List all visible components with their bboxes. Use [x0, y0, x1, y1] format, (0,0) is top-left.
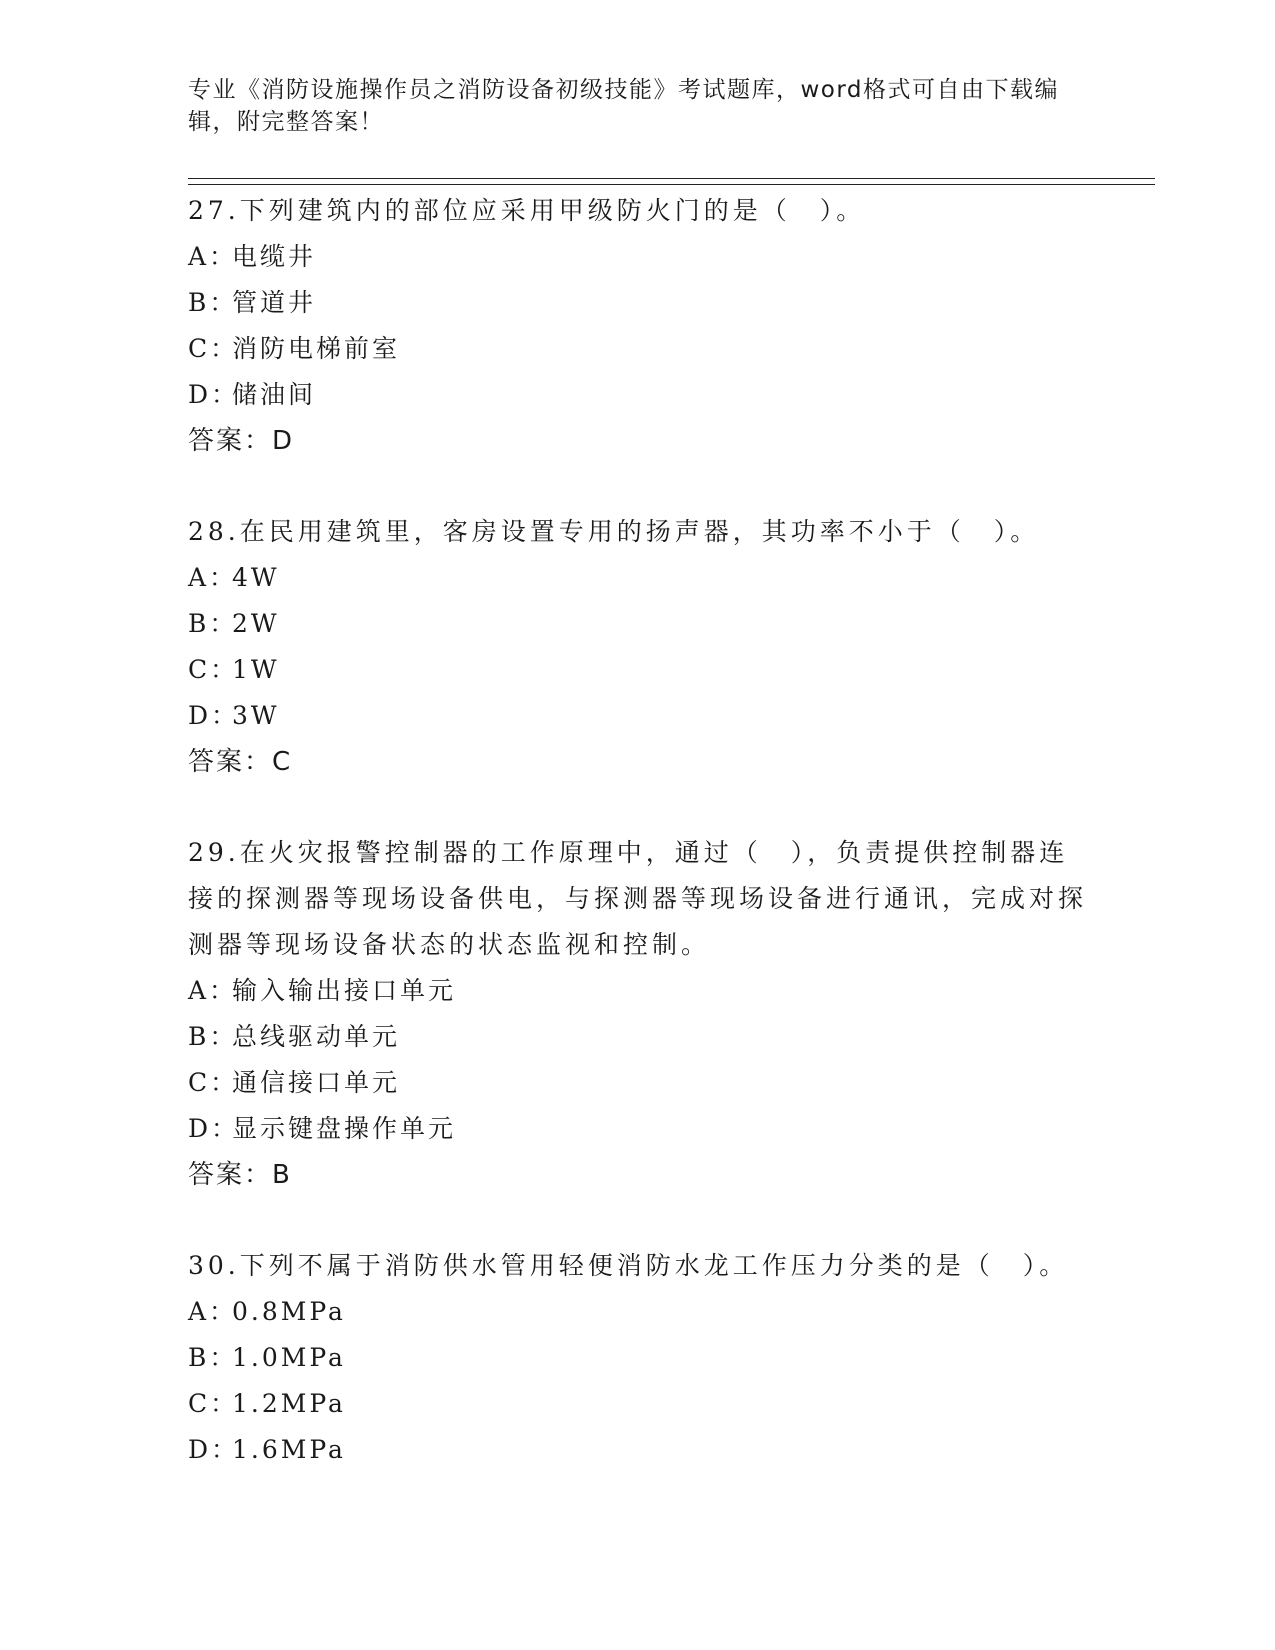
option-d: [188, 1427, 1088, 1473]
option-c: [188, 326, 1088, 372]
option-text: 通信接口单元: [232, 1068, 401, 1097]
option-letter: C：: [188, 655, 239, 684]
option-letter: A：: [188, 1297, 238, 1326]
option-d: [188, 693, 1088, 739]
answer-line: 答案：D: [188, 426, 295, 456]
question-stem: 28.在民用建筑里，客房设置专用的扬声器，其功率不小于（ ）。: [188, 517, 1040, 546]
option-text: 消防电梯前室: [232, 334, 401, 363]
option-c: [188, 1060, 1088, 1106]
option-c: [188, 647, 1088, 693]
question-29: [188, 830, 1088, 1198]
question-28: [188, 509, 1088, 785]
option-letter: C：: [188, 1068, 239, 1097]
option-text: 1.6MPa: [232, 1435, 346, 1464]
option-text: 0.8MPa: [232, 1297, 346, 1326]
option-letter: C：: [188, 334, 239, 363]
option-d: [188, 372, 1088, 418]
option-letter: B：: [188, 1022, 238, 1051]
option-letter: B：: [188, 288, 238, 317]
option-letter: D：: [188, 701, 240, 730]
option-text: 总线驱动单元: [232, 1022, 401, 1051]
option-letter: D：: [188, 1114, 240, 1143]
option-b: [188, 280, 1088, 326]
option-text: 1.2MPa: [232, 1389, 346, 1418]
option-b: [188, 601, 1088, 647]
option-letter: D：: [188, 1435, 240, 1464]
option-a: [188, 555, 1088, 601]
option-text: 显示键盘操作单元: [232, 1114, 457, 1143]
option-a: [188, 1289, 1088, 1335]
option-text: 1.0MPa: [232, 1343, 346, 1372]
option-b: [188, 1014, 1088, 1060]
option-text: 输入输出接口单元: [232, 976, 457, 1005]
option-d: [188, 1106, 1088, 1152]
option-letter: A：: [188, 976, 238, 1005]
option-letter: B：: [188, 1343, 238, 1372]
header-divider: [188, 178, 1155, 185]
option-letter: D：: [188, 380, 240, 409]
question-27: [188, 188, 1088, 464]
question-stem: 30.下列不属于消防供水管用轻便消防水龙工作压力分类的是（ ）。: [188, 1251, 1069, 1280]
option-text: 管道井: [232, 288, 317, 317]
answer-line: 答案：C: [188, 747, 293, 777]
question-30: [188, 1243, 1088, 1473]
option-text: 3W: [232, 701, 280, 730]
question-list: [188, 188, 1088, 1473]
option-letter: A：: [188, 563, 238, 592]
option-text: 储油间: [232, 380, 317, 409]
question-stem: 29.在火灾报警控制器的工作原理中，通过（ ），负责提供控制器连接的探测器等现场设备供电，与探测器等现场设备进行通讯，完成对探测器等现场设备状态的状态监视和控制。: [188, 838, 1088, 959]
document-header: 专业《消防设施操作员之消防设备初级技能》考试题库，word格式可自由下载编辑，附完整答案！: [188, 77, 1060, 135]
option-text: 2W: [232, 609, 280, 638]
option-text: 4W: [232, 563, 280, 592]
option-letter: A：: [188, 242, 238, 271]
answer-line: 答案：B: [188, 1160, 292, 1190]
option-letter: C：: [188, 1389, 239, 1418]
option-b: [188, 1335, 1088, 1381]
option-text: 电缆井: [232, 242, 317, 271]
option-letter: B：: [188, 609, 238, 638]
option-a: [188, 968, 1088, 1014]
option-a: [188, 234, 1088, 280]
option-text: 1W: [232, 655, 280, 684]
option-c: [188, 1381, 1088, 1427]
question-stem: 27.下列建筑内的部位应采用甲级防火门的是（ ）。: [188, 196, 866, 225]
